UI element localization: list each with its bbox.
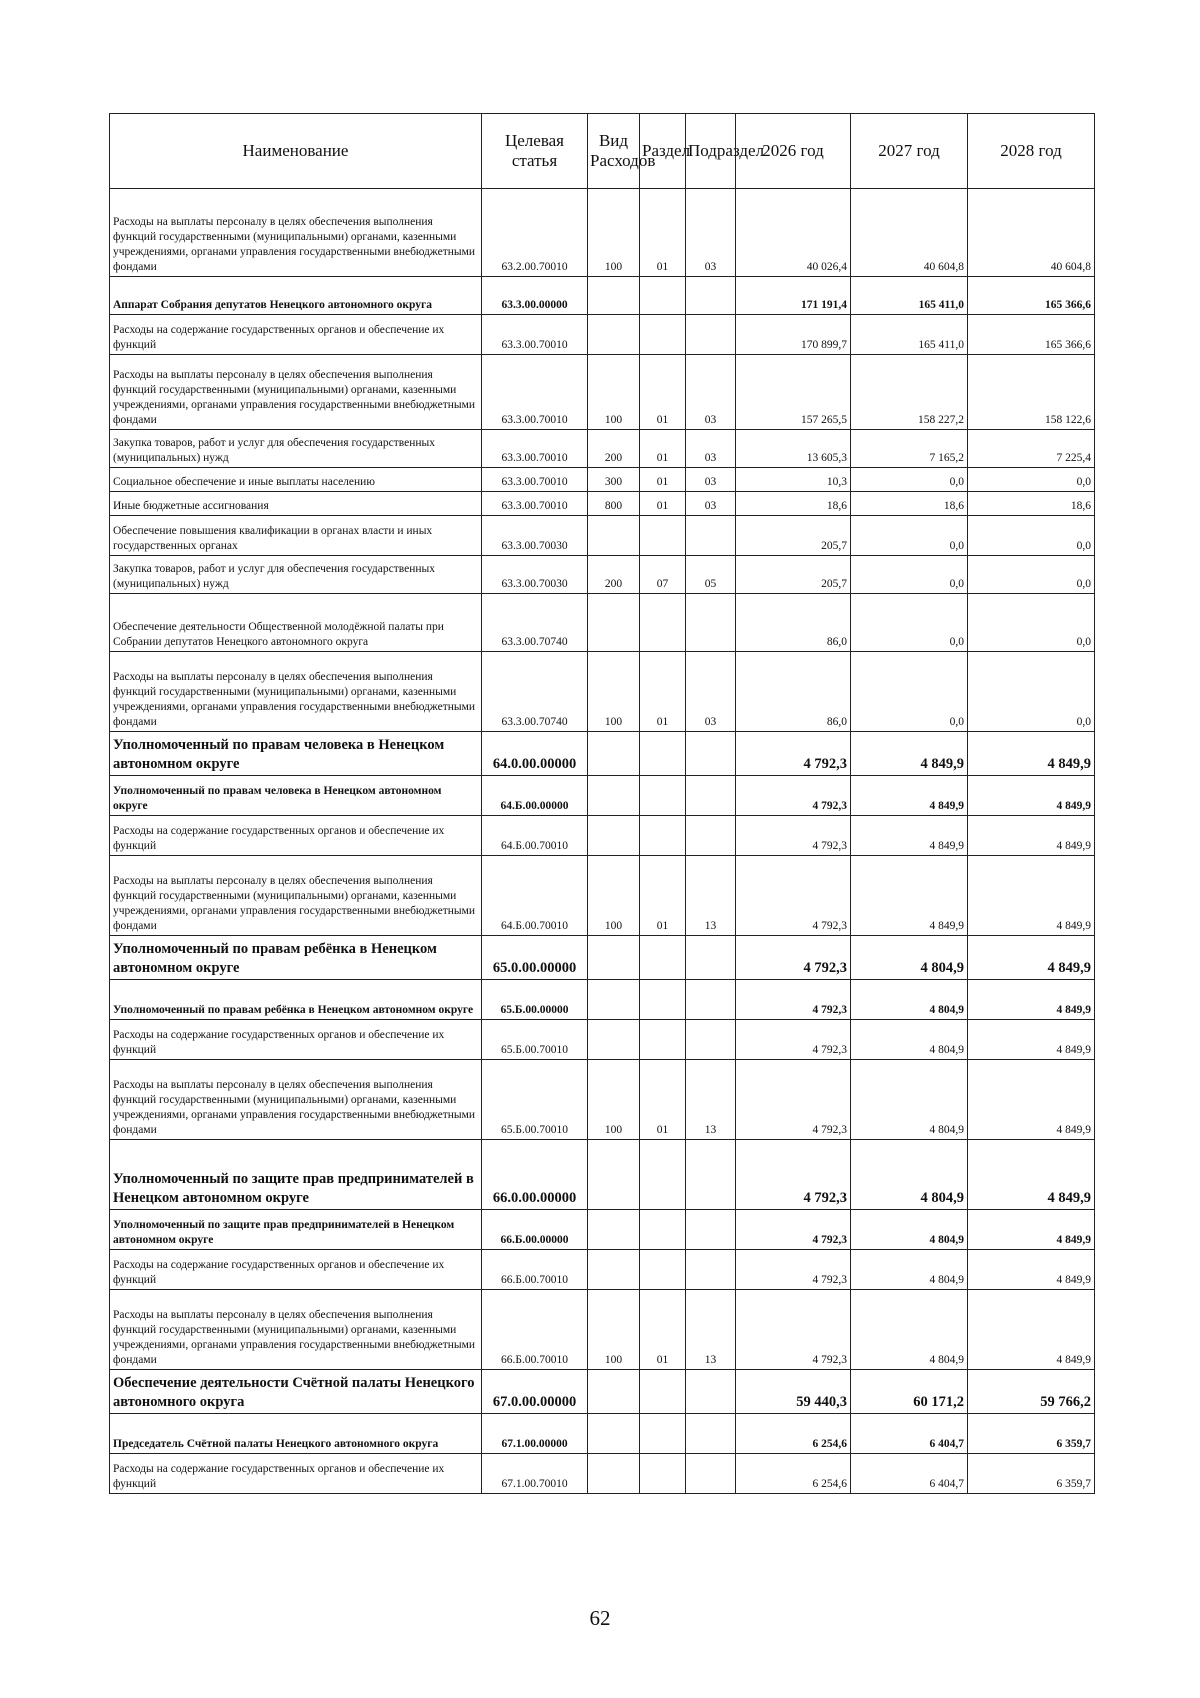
row-subsection: 03 bbox=[686, 492, 736, 516]
row-section bbox=[640, 315, 686, 355]
col-header-2028: 2028 год bbox=[968, 114, 1095, 189]
row-value-2026: 86,0 bbox=[736, 652, 851, 732]
row-value-2026: 4 792,3 bbox=[736, 1140, 851, 1210]
row-subsection bbox=[686, 516, 736, 556]
row-value-2027: 165 411,0 bbox=[851, 277, 968, 315]
row-target-code: 67.1.00.00000 bbox=[482, 1414, 588, 1454]
col-header-2026: 2026 год bbox=[736, 114, 851, 189]
row-value-2028: 40 604,8 bbox=[968, 189, 1095, 277]
table-row bbox=[110, 277, 1095, 315]
table-row bbox=[110, 732, 1095, 776]
row-value-2028: 4 849,9 bbox=[968, 816, 1095, 856]
row-value-2028: 4 849,9 bbox=[968, 1290, 1095, 1370]
row-value-2028: 4 849,9 bbox=[968, 1060, 1095, 1140]
row-section bbox=[640, 1140, 686, 1210]
page-number: 62 bbox=[589, 1606, 611, 1630]
row-subsection bbox=[686, 1020, 736, 1060]
row-expense-type bbox=[588, 1250, 640, 1290]
row-name: Расходы на выплаты персоналу в целях обеспечения выполнения функций государственными (муниципальными) органами, казенными учреждениями, органами управления государственными внебюджетными фондами bbox=[110, 856, 482, 936]
row-expense-type: 100 bbox=[588, 355, 640, 430]
row-target-code: 63.3.00.70010 bbox=[482, 315, 588, 355]
row-value-2028: 18,6 bbox=[968, 492, 1095, 516]
row-name: Уполномоченный по правам человека в Ненецком автономном округе bbox=[110, 732, 482, 776]
row-section: 01 bbox=[640, 355, 686, 430]
row-value-2026: 157 265,5 bbox=[736, 355, 851, 430]
row-value-2027: 4 849,9 bbox=[851, 732, 968, 776]
row-value-2026: 4 792,3 bbox=[736, 732, 851, 776]
row-section bbox=[640, 1454, 686, 1494]
row-value-2028: 59 766,2 bbox=[968, 1370, 1095, 1414]
row-value-2026: 4 792,3 bbox=[736, 936, 851, 980]
row-name: Уполномоченный по защите прав предпринимателей в Ненецком автономном округе bbox=[110, 1140, 482, 1210]
table-row bbox=[110, 816, 1095, 856]
row-name: Расходы на выплаты персоналу в целях обеспечения выполнения функций государственными (муниципальными) органами, казенными учреждениями, органами управления государственными внебюджетными фондами bbox=[110, 1290, 482, 1370]
table-header-row bbox=[110, 114, 1095, 189]
col-header-name: Наименование bbox=[110, 114, 482, 189]
col-header-2027: 2027 год bbox=[851, 114, 968, 189]
row-subsection: 03 bbox=[686, 355, 736, 430]
table-row bbox=[110, 652, 1095, 732]
row-value-2028: 165 366,6 bbox=[968, 315, 1095, 355]
table-row bbox=[110, 1210, 1095, 1250]
row-subsection bbox=[686, 776, 736, 816]
table-row bbox=[110, 1370, 1095, 1414]
row-section bbox=[640, 816, 686, 856]
row-value-2026: 13 605,3 bbox=[736, 430, 851, 468]
row-name: Аппарат Собрания депутатов Ненецкого автономного округа bbox=[110, 277, 482, 315]
table-row bbox=[110, 189, 1095, 277]
row-value-2026: 4 792,3 bbox=[736, 980, 851, 1020]
row-value-2028: 0,0 bbox=[968, 594, 1095, 652]
row-name: Иные бюджетные ассигнования bbox=[110, 492, 482, 516]
row-expense-type bbox=[588, 732, 640, 776]
row-subsection: 05 bbox=[686, 556, 736, 594]
row-value-2028: 4 849,9 bbox=[968, 936, 1095, 980]
row-section bbox=[640, 1210, 686, 1250]
row-value-2026: 10,3 bbox=[736, 468, 851, 492]
row-subsection bbox=[686, 1250, 736, 1290]
row-target-code: 63.3.00.70010 bbox=[482, 492, 588, 516]
row-target-code: 63.2.00.70010 bbox=[482, 189, 588, 277]
row-value-2026: 4 792,3 bbox=[736, 1290, 851, 1370]
row-value-2027: 4 849,9 bbox=[851, 776, 968, 816]
row-value-2026: 86,0 bbox=[736, 594, 851, 652]
row-expense-type: 200 bbox=[588, 430, 640, 468]
row-value-2028: 0,0 bbox=[968, 652, 1095, 732]
row-expense-type bbox=[588, 1454, 640, 1494]
row-value-2026: 4 792,3 bbox=[736, 1020, 851, 1060]
row-value-2027: 4 804,9 bbox=[851, 1250, 968, 1290]
row-value-2026: 40 026,4 bbox=[736, 189, 851, 277]
row-name: Уполномоченный по правам человека в Ненецком автономном округе bbox=[110, 776, 482, 816]
row-name: Расходы на содержание государственных органов и обеспечение их функций bbox=[110, 1454, 482, 1494]
row-subsection: 03 bbox=[686, 468, 736, 492]
row-value-2027: 40 604,8 bbox=[851, 189, 968, 277]
table-row bbox=[110, 1140, 1095, 1210]
row-value-2028: 6 359,7 bbox=[968, 1414, 1095, 1454]
row-name: Расходы на выплаты персоналу в целях обеспечения выполнения функций государственными (муниципальными) органами, казенными учреждениями, органами управления государственными внебюджетными фондами bbox=[110, 355, 482, 430]
row-value-2026: 4 792,3 bbox=[736, 1060, 851, 1140]
row-expense-type bbox=[588, 1210, 640, 1250]
row-value-2027: 4 804,9 bbox=[851, 980, 968, 1020]
table-row bbox=[110, 776, 1095, 816]
table-row bbox=[110, 1454, 1095, 1494]
row-value-2027: 165 411,0 bbox=[851, 315, 968, 355]
row-section: 01 bbox=[640, 430, 686, 468]
row-value-2028: 4 849,9 bbox=[968, 776, 1095, 816]
row-target-code: 67.0.00.00000 bbox=[482, 1370, 588, 1414]
row-expense-type bbox=[588, 776, 640, 816]
row-value-2026: 4 792,3 bbox=[736, 816, 851, 856]
row-target-code: 63.3.00.70740 bbox=[482, 652, 588, 732]
row-section bbox=[640, 936, 686, 980]
row-target-code: 63.3.00.70010 bbox=[482, 355, 588, 430]
row-subsection: 03 bbox=[686, 652, 736, 732]
row-value-2027: 4 804,9 bbox=[851, 936, 968, 980]
row-value-2027: 6 404,7 bbox=[851, 1414, 968, 1454]
row-value-2026: 4 792,3 bbox=[736, 1250, 851, 1290]
row-value-2027: 6 404,7 bbox=[851, 1454, 968, 1494]
row-expense-type bbox=[588, 1370, 640, 1414]
row-name: Расходы на выплаты персоналу в целях обеспечения выполнения функций государственными (муниципальными) органами, казенными учреждениями, органами управления государственными внебюджетными фондами bbox=[110, 189, 482, 277]
budget-table bbox=[109, 113, 1095, 1494]
row-expense-type: 100 bbox=[588, 1060, 640, 1140]
row-target-code: 65.Б.00.70010 bbox=[482, 1020, 588, 1060]
row-value-2027: 0,0 bbox=[851, 516, 968, 556]
row-expense-type bbox=[588, 816, 640, 856]
row-value-2027: 7 165,2 bbox=[851, 430, 968, 468]
row-value-2027: 0,0 bbox=[851, 652, 968, 732]
row-section: 01 bbox=[640, 1060, 686, 1140]
row-section: 01 bbox=[640, 652, 686, 732]
row-target-code: 64.Б.00.70010 bbox=[482, 856, 588, 936]
row-name: Обеспечение деятельности Счётной палаты Ненецкого автономного округа bbox=[110, 1370, 482, 1414]
row-target-code: 66.Б.00.70010 bbox=[482, 1250, 588, 1290]
row-value-2026: 170 899,7 bbox=[736, 315, 851, 355]
row-expense-type: 100 bbox=[588, 856, 640, 936]
row-section bbox=[640, 1370, 686, 1414]
row-value-2028: 4 849,9 bbox=[968, 980, 1095, 1020]
row-expense-type: 800 bbox=[588, 492, 640, 516]
row-target-code: 63.3.00.00000 bbox=[482, 277, 588, 315]
row-value-2028: 7 225,4 bbox=[968, 430, 1095, 468]
row-name: Расходы на содержание государственных органов и обеспечение их функций bbox=[110, 315, 482, 355]
row-target-code: 67.1.00.70010 bbox=[482, 1454, 588, 1494]
row-section bbox=[640, 980, 686, 1020]
row-expense-type: 200 bbox=[588, 556, 640, 594]
row-value-2027: 4 804,9 bbox=[851, 1140, 968, 1210]
table-row bbox=[110, 468, 1095, 492]
row-name: Расходы на выплаты персоналу в целях обеспечения выполнения функций государственными (муниципальными) органами, казенными учреждениями, органами управления государственными внебюджетными фондами bbox=[110, 1060, 482, 1140]
row-expense-type bbox=[588, 516, 640, 556]
row-value-2026: 18,6 bbox=[736, 492, 851, 516]
row-expense-type bbox=[588, 980, 640, 1020]
row-expense-type bbox=[588, 936, 640, 980]
row-subsection bbox=[686, 277, 736, 315]
row-section bbox=[640, 594, 686, 652]
row-target-code: 63.3.00.70030 bbox=[482, 516, 588, 556]
table-row bbox=[110, 980, 1095, 1020]
row-name: Обеспечение повышения квалификации в органах власти и иных государственных органах bbox=[110, 516, 482, 556]
row-section: 01 bbox=[640, 468, 686, 492]
row-value-2027: 4 804,9 bbox=[851, 1210, 968, 1250]
row-section bbox=[640, 1020, 686, 1060]
row-target-code: 63.3.00.70010 bbox=[482, 468, 588, 492]
row-expense-type bbox=[588, 594, 640, 652]
row-subsection bbox=[686, 1454, 736, 1494]
table-row bbox=[110, 355, 1095, 430]
row-subsection: 13 bbox=[686, 1290, 736, 1370]
row-section: 01 bbox=[640, 492, 686, 516]
row-subsection bbox=[686, 732, 736, 776]
row-target-code: 66.Б.00.00000 bbox=[482, 1210, 588, 1250]
row-expense-type bbox=[588, 315, 640, 355]
row-value-2028: 0,0 bbox=[968, 516, 1095, 556]
row-value-2028: 4 849,9 bbox=[968, 1250, 1095, 1290]
row-target-code: 63.3.00.70010 bbox=[482, 430, 588, 468]
row-value-2026: 205,7 bbox=[736, 516, 851, 556]
row-expense-type bbox=[588, 277, 640, 315]
row-section: 01 bbox=[640, 189, 686, 277]
row-name: Обеспечение деятельности Общественной молодёжной палаты при Собрании депутатов Ненецкого автономного округа bbox=[110, 594, 482, 652]
row-subsection bbox=[686, 980, 736, 1020]
row-value-2028: 165 366,6 bbox=[968, 277, 1095, 315]
row-target-code: 66.0.00.00000 bbox=[482, 1140, 588, 1210]
table-row bbox=[110, 856, 1095, 936]
row-target-code: 63.3.00.70740 bbox=[482, 594, 588, 652]
row-target-code: 64.Б.00.70010 bbox=[482, 816, 588, 856]
row-section bbox=[640, 1250, 686, 1290]
col-header-section: Раздел bbox=[640, 114, 686, 189]
row-subsection: 13 bbox=[686, 1060, 736, 1140]
row-subsection bbox=[686, 1370, 736, 1414]
row-value-2027: 4 849,9 bbox=[851, 816, 968, 856]
row-value-2028: 4 849,9 bbox=[968, 856, 1095, 936]
row-value-2026: 6 254,6 bbox=[736, 1454, 851, 1494]
row-value-2028: 0,0 bbox=[968, 556, 1095, 594]
row-subsection bbox=[686, 816, 736, 856]
row-target-code: 66.Б.00.70010 bbox=[482, 1290, 588, 1370]
row-section bbox=[640, 1414, 686, 1454]
row-value-2026: 59 440,3 bbox=[736, 1370, 851, 1414]
row-target-code: 65.0.00.00000 bbox=[482, 936, 588, 980]
table-row bbox=[110, 430, 1095, 468]
row-name: Закупка товаров, работ и услуг для обеспечения государственных (муниципальных) нужд bbox=[110, 556, 482, 594]
row-value-2027: 0,0 bbox=[851, 556, 968, 594]
row-expense-type: 100 bbox=[588, 652, 640, 732]
table-row bbox=[110, 492, 1095, 516]
row-subsection: 13 bbox=[686, 856, 736, 936]
row-expense-type bbox=[588, 1140, 640, 1210]
table-row bbox=[110, 315, 1095, 355]
row-value-2026: 171 191,4 bbox=[736, 277, 851, 315]
row-value-2028: 4 849,9 bbox=[968, 1020, 1095, 1060]
row-name: Закупка товаров, работ и услуг для обеспечения государственных (муниципальных) нужд bbox=[110, 430, 482, 468]
row-subsection: 03 bbox=[686, 430, 736, 468]
row-target-code: 64.Б.00.00000 bbox=[482, 776, 588, 816]
row-value-2028: 4 849,9 bbox=[968, 1140, 1095, 1210]
row-value-2027: 158 227,2 bbox=[851, 355, 968, 430]
row-value-2027: 60 171,2 bbox=[851, 1370, 968, 1414]
row-value-2027: 0,0 bbox=[851, 594, 968, 652]
row-subsection bbox=[686, 1140, 736, 1210]
row-value-2027: 4 804,9 bbox=[851, 1020, 968, 1060]
table-row bbox=[110, 516, 1095, 556]
row-subsection bbox=[686, 594, 736, 652]
row-expense-type: 100 bbox=[588, 189, 640, 277]
row-section: 01 bbox=[640, 1290, 686, 1370]
row-value-2028: 4 849,9 bbox=[968, 732, 1095, 776]
col-header-target: Целевая статья bbox=[482, 114, 588, 189]
table-row bbox=[110, 936, 1095, 980]
row-target-code: 65.Б.00.00000 bbox=[482, 980, 588, 1020]
row-value-2027: 18,6 bbox=[851, 492, 968, 516]
row-target-code: 64.0.00.00000 bbox=[482, 732, 588, 776]
row-name: Уполномоченный по защите прав предпринимателей в Ненецком автономном округе bbox=[110, 1210, 482, 1250]
row-value-2026: 205,7 bbox=[736, 556, 851, 594]
row-value-2028: 4 849,9 bbox=[968, 1210, 1095, 1250]
table-row bbox=[110, 1290, 1095, 1370]
row-name: Расходы на выплаты персоналу в целях обеспечения выполнения функций государственными (муниципальными) органами, казенными учреждениями, органами управления государственными внебюджетными фондами bbox=[110, 652, 482, 732]
row-expense-type bbox=[588, 1414, 640, 1454]
row-value-2028: 158 122,6 bbox=[968, 355, 1095, 430]
row-name: Расходы на содержание государственных органов и обеспечение их функций bbox=[110, 1020, 482, 1060]
table-row bbox=[110, 594, 1095, 652]
table-row bbox=[110, 1250, 1095, 1290]
row-section bbox=[640, 277, 686, 315]
row-value-2026: 4 792,3 bbox=[736, 776, 851, 816]
row-expense-type bbox=[588, 1020, 640, 1060]
row-subsection bbox=[686, 315, 736, 355]
row-subsection bbox=[686, 1414, 736, 1454]
row-subsection bbox=[686, 936, 736, 980]
col-header-subsection: Подраздел bbox=[686, 114, 736, 189]
table-row bbox=[110, 556, 1095, 594]
row-value-2026: 4 792,3 bbox=[736, 856, 851, 936]
table-row bbox=[110, 1414, 1095, 1454]
row-name: Социальное обеспечение и иные выплаты населению bbox=[110, 468, 482, 492]
col-header-expense-type: Вид Расходов bbox=[588, 114, 640, 189]
row-value-2027: 4 804,9 bbox=[851, 1060, 968, 1140]
table-body bbox=[110, 189, 1095, 1494]
row-name: Расходы на содержание государственных органов и обеспечение их функций bbox=[110, 1250, 482, 1290]
table-row bbox=[110, 1060, 1095, 1140]
row-name: Уполномоченный по правам ребёнка в Ненецком автономном округе bbox=[110, 980, 482, 1020]
row-target-code: 63.3.00.70030 bbox=[482, 556, 588, 594]
row-section: 01 bbox=[640, 856, 686, 936]
row-name: Расходы на содержание государственных органов и обеспечение их функций bbox=[110, 816, 482, 856]
row-value-2026: 4 792,3 bbox=[736, 1210, 851, 1250]
row-section bbox=[640, 516, 686, 556]
row-value-2028: 6 359,7 bbox=[968, 1454, 1095, 1494]
row-value-2027: 4 849,9 bbox=[851, 856, 968, 936]
row-subsection bbox=[686, 1210, 736, 1250]
row-expense-type: 100 bbox=[588, 1290, 640, 1370]
row-value-2028: 0,0 bbox=[968, 468, 1095, 492]
row-section bbox=[640, 776, 686, 816]
row-section: 07 bbox=[640, 556, 686, 594]
row-target-code: 65.Б.00.70010 bbox=[482, 1060, 588, 1140]
row-section bbox=[640, 732, 686, 776]
row-value-2027: 0,0 bbox=[851, 468, 968, 492]
row-expense-type: 300 bbox=[588, 468, 640, 492]
row-subsection: 03 bbox=[686, 189, 736, 277]
row-value-2027: 4 804,9 bbox=[851, 1290, 968, 1370]
table-row bbox=[110, 1020, 1095, 1060]
row-value-2026: 6 254,6 bbox=[736, 1414, 851, 1454]
row-name: Уполномоченный по правам ребёнка в Ненецком автономном округе bbox=[110, 936, 482, 980]
row-name: Председатель Счётной палаты Ненецкого автономного округа bbox=[110, 1414, 482, 1454]
